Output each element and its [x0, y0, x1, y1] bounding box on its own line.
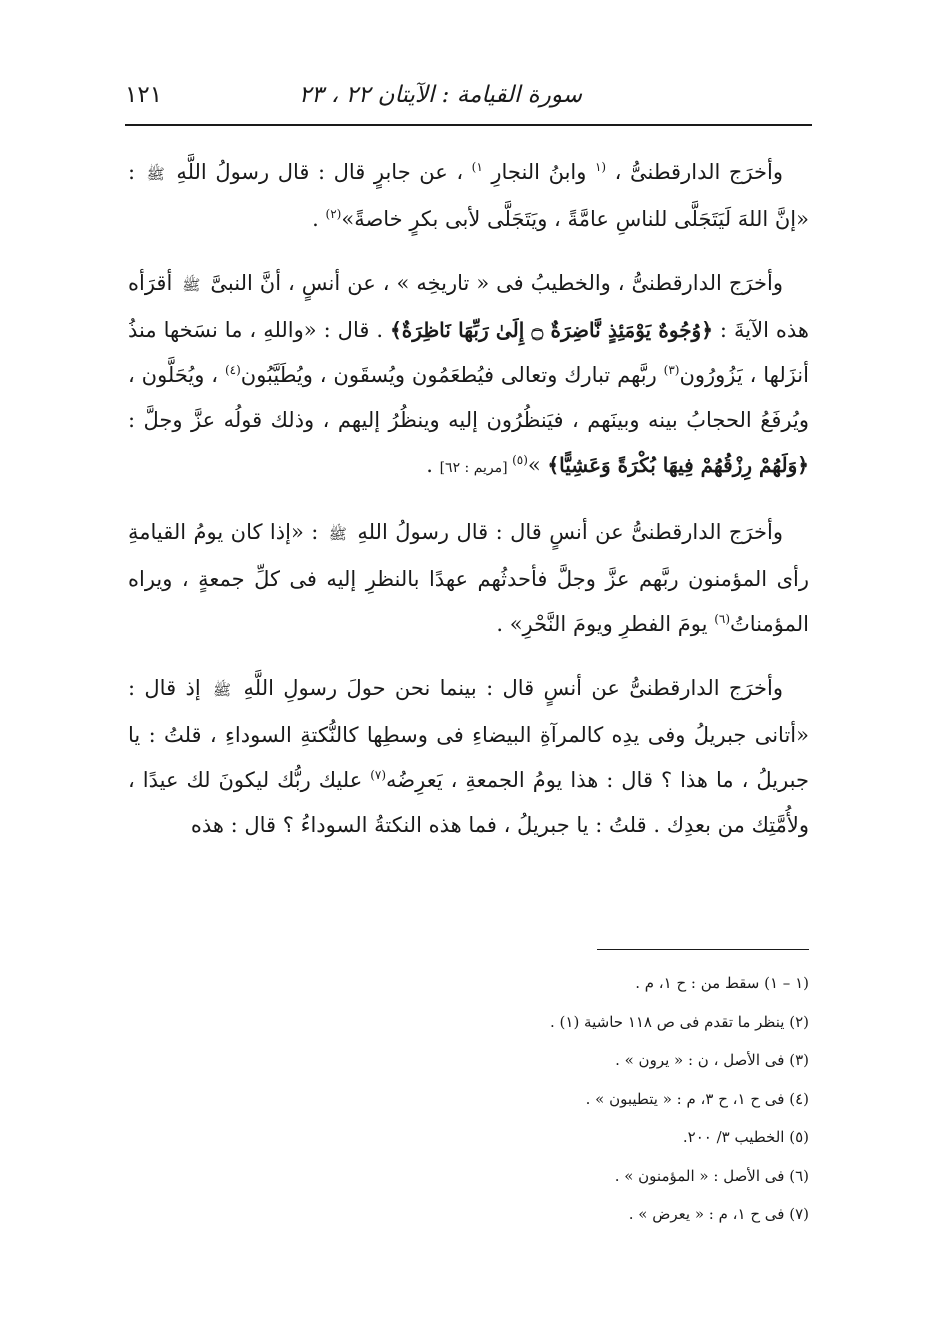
footnote-2: (٢) ينظر ما تقدم فى ص ١١٨ حاشية (١) .: [549, 1012, 809, 1031]
verse-reference: [مريم : ٦٢]: [439, 460, 513, 476]
quran-verse: ﴿وُجُوهٌ يَوْمَئِذٍ نَّاضِرَةٌ ۝ إِلَىٰ رَبِّهَا نَاظِرَةٌ﴾: [390, 318, 713, 342]
page-number: ١٢١: [125, 82, 163, 108]
paragraph-4: [128, 666, 809, 848]
text-run: إذ قال : «أتانى جبريلُ وفى يدِه كالمرآةِ البيضاءِ فى وسطِها كالنُّكتةِ السوداءِ ، قلتُ : يا جبريلُ ، ما هذا ؟ قال : هذا يومُ الجمعةِ ، يَعرِضُه: [128, 676, 809, 792]
footnote-marker: (٤): [224, 363, 241, 377]
text-run: ، عن جابرٍ قال : قال رسولُ اللَّهِ: [167, 160, 472, 184]
footnote-marker: (٣): [663, 363, 680, 377]
footnote-7: (٧) فى ح ١، م : « يعرض » .: [628, 1205, 809, 1223]
footnote-5: (٥) الخطيب ٣/ ٢٠٠.: [682, 1128, 809, 1146]
footnote-marker: (٧): [370, 768, 387, 782]
text-run: وابنُ النجارِ: [482, 160, 595, 184]
text-run: .: [312, 207, 326, 231]
running-header: [125, 76, 812, 120]
text-run: عليك ربُّك ليكونَ لك عيدًا ، ولأُمَّتِك من بعدِك . قلتُ : يا جبريلُ ، فما هذه النكتةُ السوداءُ ؟ قال : هذه: [128, 768, 809, 837]
footnote-3: (٣) فى الأصل ، ن : « يرون » .: [615, 1051, 809, 1069]
text-run: . قال : «واللهِ ، ما نسَخها منذُ أنزَلها ، يَزُورُون: [128, 318, 809, 387]
paragraph-2: [128, 261, 809, 491]
footnote-marker: ١): [471, 160, 483, 174]
running-title: سورة القيامة : الآيتان ٢٢ ، ٢٣: [298, 82, 582, 108]
honorific-glyph: ﷺ: [146, 165, 165, 183]
text-run: وأخرَج الدارقطنىُّ عن أنسٍ قال : بينما نحن حولَ رسولِ اللَّهِ: [234, 676, 784, 700]
footnote-marker: (١: [594, 160, 607, 174]
honorific-glyph: ﷺ: [328, 525, 347, 543]
text-run: وأخرَج الدارقطنىُّ عن أنسٍ قال : قال رسولُ اللهِ: [349, 520, 784, 544]
footnote-rule: [597, 949, 809, 950]
main-text: [128, 150, 809, 867]
header-rule: [125, 124, 812, 126]
quran-verse: ﴿وَلَهُمْ رِزْقُهُمْ فِيهَا بُكْرَةً وَعَشِيًّا﴾: [547, 453, 809, 477]
honorific-glyph: ﷺ: [213, 681, 232, 699]
text-run: أقرَأه هذه الآيةَ :: [128, 271, 809, 342]
footnote-1: (١ – ١) سقط من : ح ١، م .: [635, 974, 809, 992]
footnotes: [128, 964, 809, 1234]
text-run: .: [426, 453, 440, 477]
text-run: ربَّهم تبارك وتعالى فيُطعَمُون ويُسقَون ، ويُطَيَّبُون: [240, 363, 664, 387]
paragraph-1: [128, 150, 809, 242]
footnote-6: (٦) فى الأصل : « المؤمنون » .: [614, 1166, 809, 1185]
text-run: »: [527, 453, 548, 477]
footnote-4: (٤) فى ح ١، ح ٣، م : « يتطيبون » .: [585, 1089, 809, 1108]
text-run: : «إذا كان يومُ القيامةِ رأى المؤمنون ربَّهم عزَّ وجلَّ فأحدثُهم عهدًا بالنظرِ إليه فى كلِّ جمعةٍ ، ويراه المؤمناتُ: [128, 520, 809, 636]
text-run: : «إنَّ اللهَ لَيَتَجَلَّى للناسِ عامَّةً ، ويَتَجَلَّى لأبى بكرٍ خاصةً»: [128, 160, 809, 231]
footnote-marker: (٥): [512, 453, 528, 467]
paragraph-3: [128, 510, 809, 647]
text-run: وأخرَج الدارقطنىُّ ، والخطيبُ فى « تاريخِه » ، عن أنسٍ ، أنَّ النبىَّ: [203, 271, 783, 295]
footnote-marker: (٢): [325, 207, 342, 221]
text-run: وأخرَج الدارقطنىُّ ،: [606, 160, 783, 184]
honorific-glyph: ﷺ: [182, 276, 201, 294]
footnote-marker: (٦): [714, 612, 731, 626]
text-run: يومَ الفطرِ ويومَ النَّحْرِ» .: [496, 612, 715, 636]
text-run: ، ويُحَلَّون ، ويُرفَعُ الحجابُ بينه وبينَهم ، فيَنظُرُون إليه وينظُرُ إليهم ، وذلك قولُه عزَّ وجلَّ :: [128, 363, 809, 432]
